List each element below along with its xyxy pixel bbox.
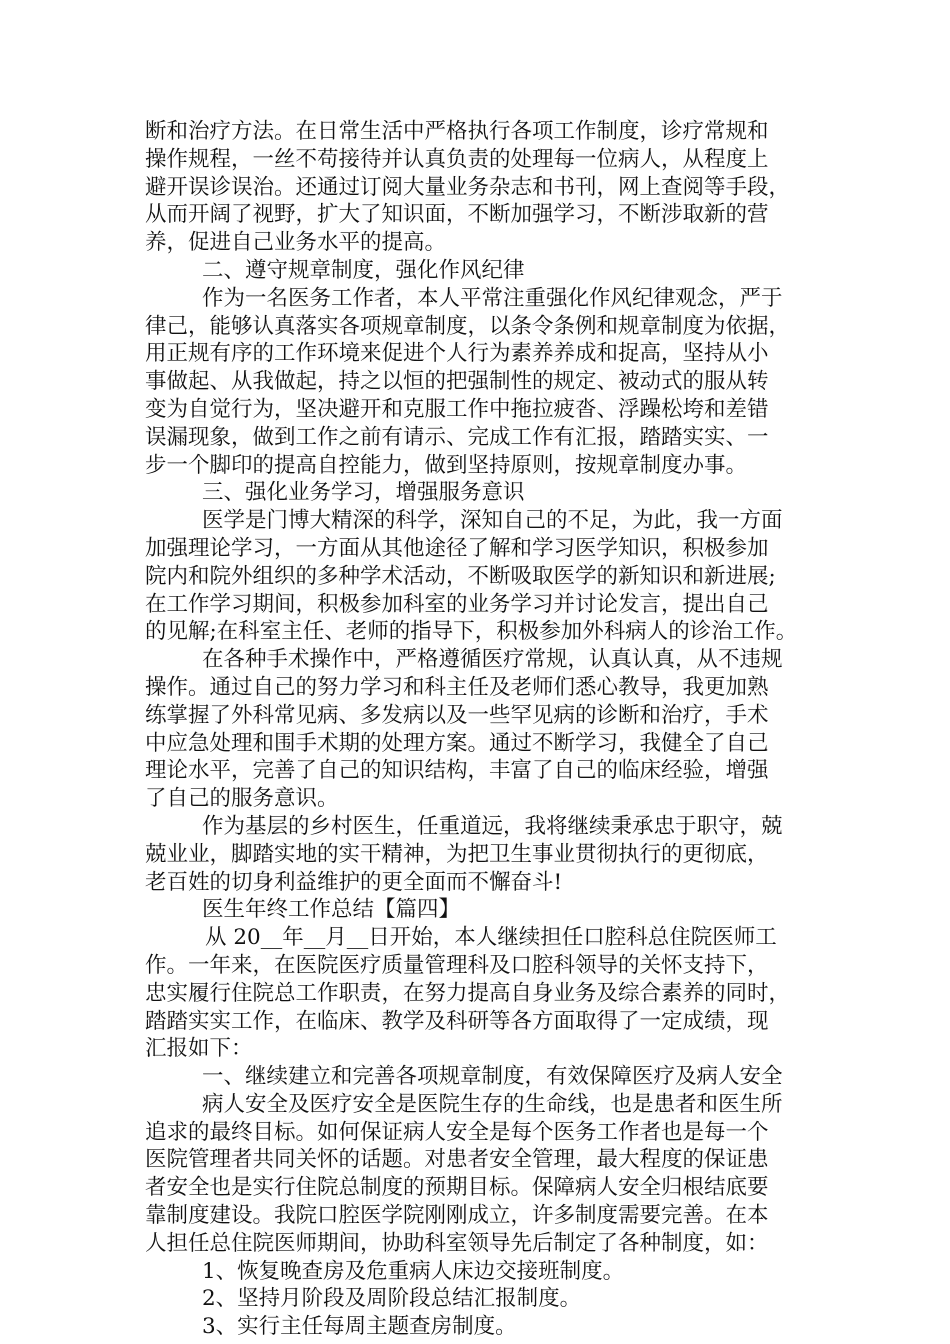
paragraph-line: 误漏现象，做到工作之前有请示、完成工作有汇报，踏踏实实、一 [145, 424, 769, 450]
paragraph-line: 作为一名医务工作者，本人平常注重强化作风纪律观念，严于 [202, 285, 783, 311]
paragraph-line: 断和治疗方法。在日常生活中严格执行各项工作制度，诊疗常规和 [145, 119, 769, 144]
paragraph-line: 事做起、从我做起，持之以恒的把强制性的规定、被动式的服从转 [145, 369, 769, 395]
paragraph-line: 人担任总住院医师期间，协助科室领导先后制定了各种制度，如： [145, 1230, 769, 1256]
list-item: 1、恢复晚查房及危重病人床边交接班制度。 [202, 1258, 625, 1284]
paragraph-line: 医院管理者共同关怀的话题。对患者安全管理，最大程度的保证患 [145, 1147, 769, 1173]
paragraph-line: 者安全也是实行住院总制度的预期目标。保障病人安全归根结底要 [145, 1175, 769, 1201]
document-body [145, 118, 825, 1341]
paragraph-line: 踏踏实实工作，在临床、教学及科研等各方面取得了一定成绩，现 [145, 1008, 769, 1034]
paragraph-line: 用正规有序的工作环境来促进个人行为素养养成和捉高，坚持从小 [145, 341, 769, 367]
paragraph-line: 汇报如下： [145, 1036, 253, 1062]
paragraph-line: 病人安全及医疗安全是医院生存的生命线，也是患者和医生所 [202, 1091, 783, 1117]
paragraph-line: 操作。通过自己的努力学习和科主任及老师们悉心教导，我更加熟 [145, 674, 769, 700]
paragraph-line: 理论水平，完善了自己的知识结构，丰富了自己的临床经验，增强 [145, 758, 769, 784]
paragraph-line: 从 20__年__月__日开始，本人继续担任口腔科总住院医师工 [205, 925, 777, 951]
paragraph-line: 靠制度建设。我院口腔医学院刚刚成立，许多制度需要完善。在本 [145, 1203, 769, 1229]
section-heading: 一、继续建立和完善各项规章制度，有效保障医疗及病人安全 [202, 1064, 783, 1090]
paragraph-line: 医学是门博大精深的科学，深知自己的不足，为此，我一方面 [202, 508, 783, 534]
paragraph-line: 加强理论学习，一方面从其他途径了解和学习医学知识，积极参加 [145, 535, 769, 561]
paragraph-line: 兢业业，脚踏实地的实干精神，为把卫生事业贯彻执行的更彻底， [145, 841, 769, 867]
paragraph-line: 院内和院外组织的多种学术活动，不断吸取医学的新知识和新进展; [145, 563, 776, 589]
paragraph-line: 操作规程，一丝不苟接待并认真负责的处理每一位病人，从程度上 [145, 146, 769, 172]
paragraph-line: 追求的最终目标。如何保证病人安全是每个医务工作者也是每一个 [145, 1119, 769, 1145]
list-item: 2、坚持月阶段及周阶段总结汇报制度。 [202, 1286, 582, 1312]
paragraph-line: 中应急处理和围手术期的处理方案。通过不断学习，我健全了自己 [145, 730, 769, 756]
paragraph-line: 变为自觉行为，坚决避开和克服工作中拖拉疲沓、浮躁松垮和差错 [145, 396, 769, 422]
section-title: 医生年终工作总结【篇四】 [202, 897, 461, 923]
paragraph-line: 在各种手术操作中，严格遵循医疗常规，认真认真，从不违规 [202, 647, 783, 673]
paragraph-line: 避开误诊误治。还通过订阅大量业务杂志和书刊，网上查阅等手段， [145, 174, 791, 200]
section-heading: 二、遵守规章制度，强化作风纪律 [202, 257, 525, 283]
section-heading: 三、强化业务学习，增强服务意识 [202, 480, 525, 506]
paragraph-line: 练掌握了外科常见病、多发病以及一些罕见病的诊断和治疗，手术 [145, 702, 769, 728]
paragraph-line: 了自己的服务意识。 [145, 786, 339, 812]
paragraph-line: 老百姓的切身利益维护的更全面而不懈奋斗! [145, 869, 563, 895]
paragraph-line: 作为基层的乡村医生，任重道远，我将继续秉承忠于职守，兢 [202, 813, 783, 839]
paragraph-line: 养，促进自己业务水平的提高。 [145, 230, 447, 256]
list-item: 3、实行主任每周主题查房制度。 [202, 1314, 517, 1340]
paragraph-line: 在工作学习期间，积极参加科室的业务学习并讨论发言，提出自己 [145, 591, 769, 617]
paragraph-line: 律己，能够认真落实各项规章制度，以条令条例和规章制度为依据， [145, 313, 791, 339]
paragraph-line: 作。一年来，在医院医疗质量管理科及口腔科领导的关怀支持下， [145, 952, 769, 978]
paragraph-line: 步一个脚印的提高自控能力，做到坚持原则，按规章制度办事。 [145, 452, 748, 478]
paragraph-line: 忠实履行住院总工作职责，在努力提高自身业务及综合素养的同时， [145, 980, 791, 1006]
paragraph-line: 从而开阔了视野，扩大了知识面，不断加强学习，不断涉取新的营 [145, 202, 769, 228]
paragraph-line: 的见解;在科室主任、老师的指导下，积极参加外科病人的诊治工作。 [145, 619, 798, 645]
